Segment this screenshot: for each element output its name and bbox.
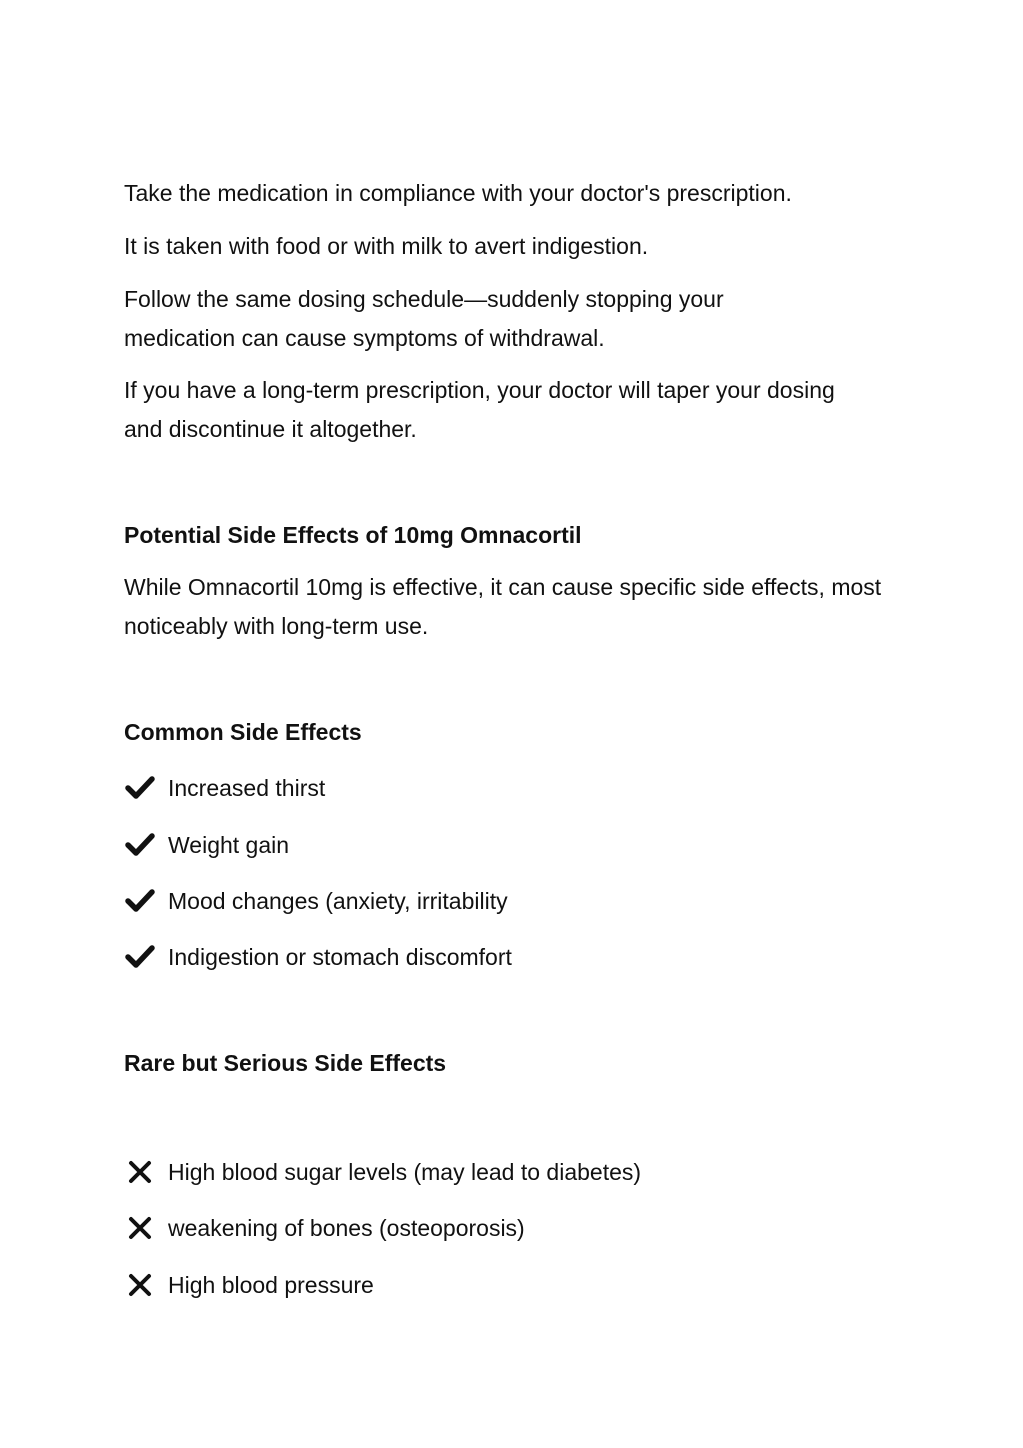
common-side-effect-label: Mood changes (anxiety, irritability <box>168 887 508 914</box>
instruction-paragraph-2: It is taken with food or with milk to avert indigestion. <box>124 233 649 259</box>
side-effects-description: While Omnacortil 10mg is effective, it can cause specific side effects, most noticeably with long-term use. <box>124 574 882 639</box>
instruction-paragraph-4: If you have a long-term prescription, your doctor will taper your dosing and discontinue it altogether. <box>124 377 835 442</box>
common-side-effect-label: Increased thirst <box>168 774 326 801</box>
list-item <box>124 772 325 804</box>
rare-side-effect-label: High blood sugar levels (may lead to diabetes) <box>168 1158 642 1185</box>
list-item <box>124 885 508 917</box>
cross-icon <box>124 1156 156 1188</box>
check-icon <box>124 829 156 861</box>
list-item <box>124 1156 641 1188</box>
check-icon <box>124 941 156 973</box>
rare-side-effect-label: High blood pressure <box>168 1271 374 1298</box>
common-side-effects-heading: Common Side Effects <box>124 719 362 745</box>
instruction-paragraph-3: Follow the same dosing schedule—suddenly stopping your medication can cause symptoms of withdrawal. <box>124 286 724 351</box>
instruction-paragraph-1: Take the medication in compliance with your doctor's prescription. <box>124 180 792 206</box>
list-item <box>124 1212 525 1244</box>
common-side-effect-label: Weight gain <box>168 831 290 858</box>
check-icon <box>124 885 156 917</box>
check-icon <box>124 772 156 804</box>
rare-side-effects-heading: Rare but Serious Side Effects <box>124 1050 447 1076</box>
rare-side-effect-label: weakening of bones (osteoporosis) <box>168 1214 525 1241</box>
list-item <box>124 941 512 973</box>
list-item <box>124 829 289 861</box>
side-effects-heading: Potential Side Effects of 10mg Omnacortil <box>124 522 582 548</box>
common-side-effect-label: Indigestion or stomach discomfort <box>168 943 512 970</box>
cross-icon <box>124 1212 156 1244</box>
list-item <box>124 1269 374 1301</box>
cross-icon <box>124 1269 156 1301</box>
